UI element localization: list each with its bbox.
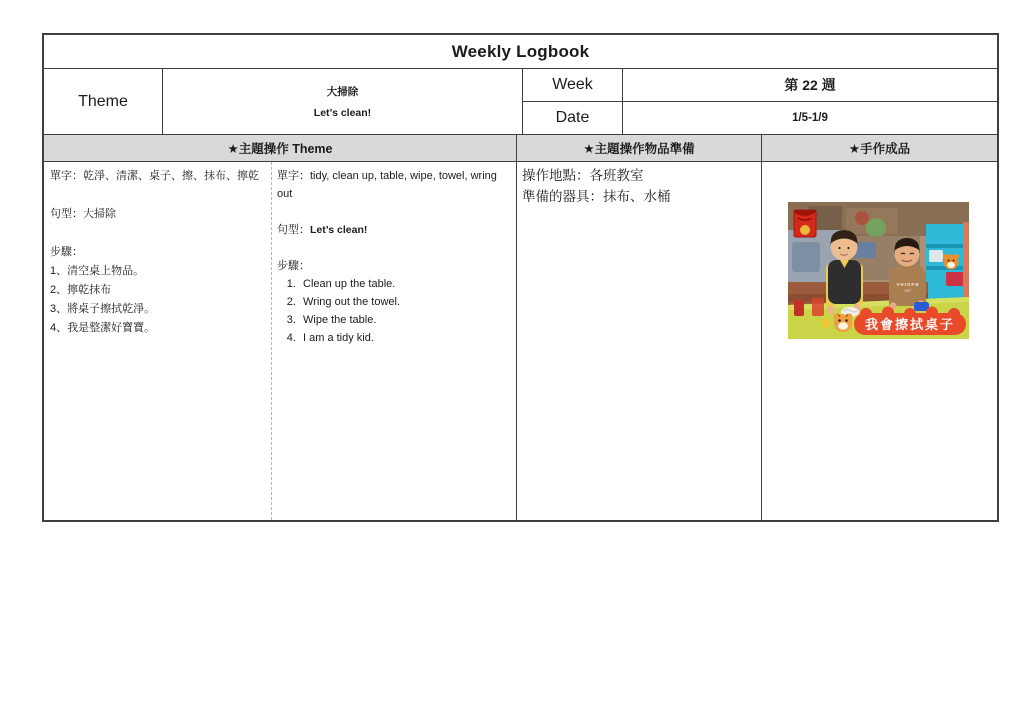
zh-vocab: 單字：乾淨、清潔、桌子、擦、抹布、擰乾 — [50, 170, 259, 182]
en-steps-list — [277, 275, 514, 347]
section-header-row — [44, 135, 997, 162]
page-title: Weekly Logbook — [44, 35, 997, 69]
theme-operation-zh-column — [44, 162, 272, 520]
zh-steps-label: 步驟： — [50, 246, 83, 258]
svg-text:097: 097 — [904, 288, 912, 293]
en-sentence: Let’s clean! — [310, 224, 368, 236]
week-value: 第 22 週 — [784, 77, 836, 93]
en-step-1: 1. Clean up the table. — [299, 275, 514, 293]
theme-value-zh: 大掃除 — [326, 86, 359, 98]
week-row — [523, 69, 997, 102]
prep-location: 操作地點：各班教室 — [522, 168, 644, 183]
handmade-column — [762, 162, 997, 520]
zh-sentence: 大掃除 — [83, 208, 116, 220]
en-vocab: 單字：tidy, clean up, table, wipe, towel, wring out — [277, 170, 497, 200]
header-theme-operation: ★主題操作 Theme — [44, 135, 517, 161]
header-preparation: ★主題操作物品準備 — [517, 135, 762, 161]
svg-text:VHIOPB: VHIOPB — [896, 282, 920, 287]
en-step-4: 4. I am a tidy kid. — [299, 329, 514, 347]
preparation-column — [517, 162, 762, 520]
classroom-photo — [788, 202, 969, 339]
date-label: Date — [523, 102, 623, 134]
zh-sentence-label: 句型： — [50, 208, 83, 220]
en-sentence-line — [277, 221, 514, 239]
en-step-3: 3. Wipe the table. — [299, 311, 514, 329]
week-date-block — [523, 69, 997, 134]
en-step-2: 2. Wring out the towel. — [299, 293, 514, 311]
date-row — [523, 102, 997, 134]
week-label: Week — [523, 69, 623, 101]
theme-label: Theme — [44, 69, 163, 134]
theme-row — [44, 69, 997, 135]
zh-step-3: 3、將桌子擦拭乾淨。 — [50, 303, 156, 315]
photo-caption-bubble — [854, 307, 966, 336]
content-row — [44, 162, 997, 520]
zh-step-2: 2、擰乾抹布 — [50, 284, 112, 296]
en-sentence-label: 句型： — [277, 224, 310, 236]
en-steps-label: 步驟： — [277, 260, 310, 272]
date-value: 1/5-1/9 — [792, 112, 828, 124]
prep-tools: 準備的器具：抹布、水桶 — [522, 189, 671, 204]
zh-step-1: 1、清空桌上物品。 — [50, 265, 145, 277]
red-envelope-sticker — [794, 210, 816, 237]
lantern-sticker — [794, 300, 804, 316]
zh-step-4: 4、我是整潔好寶寶。 — [50, 322, 156, 334]
photo-caption: 我會擦拭桌子 — [864, 317, 956, 332]
header-handmade: ★手作成品 — [848, 142, 911, 156]
child-left — [826, 230, 863, 317]
theme-value-en: Let’s clean! — [313, 107, 372, 119]
theme-value — [163, 69, 523, 134]
weekly-logbook-table — [42, 33, 999, 522]
zh-sentence-line — [50, 205, 265, 224]
theme-operation-en-column — [272, 162, 517, 520]
